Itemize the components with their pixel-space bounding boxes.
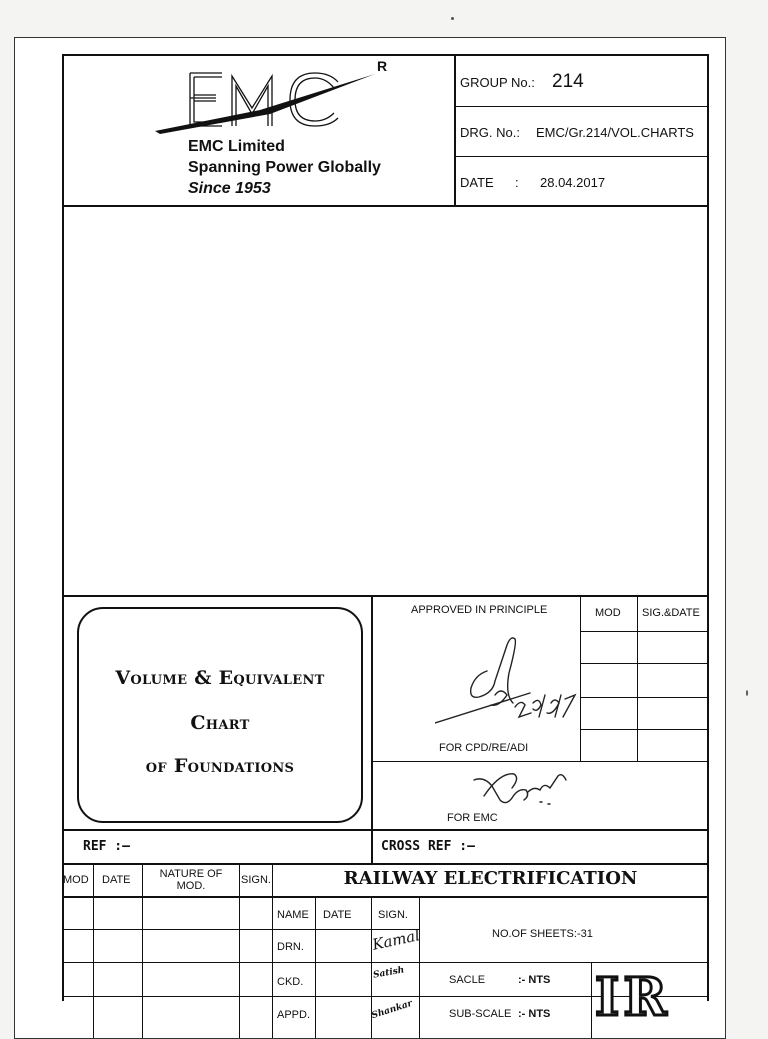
scale-value: :- NTS [518,974,551,986]
for-cpd-label: FOR CPD/RE/ADI [439,742,529,754]
title-line-2: Chart [190,712,250,734]
project-name: RAILWAY ELECTRIFICATION [343,868,638,889]
ref-bottom-line [62,863,708,865]
company-name: EMC Limited [188,138,285,155]
ckd-signature: Satish [372,965,406,981]
frame-right-line [707,54,709,1001]
company-tagline: Spanning Power Globally [188,159,381,176]
sign-col-header: SIGN. [241,874,271,886]
for-emc-top-line [371,761,708,762]
logo-swoosh [155,74,375,134]
company-since: Since 1953 [188,180,271,197]
cross-ref-divider [371,829,373,863]
title-divider [371,595,373,863]
ref-top-line [62,829,708,831]
date-separator: : [515,175,519,190]
group-row-line [454,106,708,107]
signoff-line [315,896,316,1038]
drg-label: DRG. No.: [460,125,520,140]
title-block-top-line [62,595,708,597]
sheets-count: NO.OF SHEETS:-31 [492,928,593,940]
for-emc-label: FOR EMC [447,812,498,824]
mod-table-line [239,863,240,1038]
subscale-value: :- NTS [518,1008,551,1020]
approved-in-principle-label: APPROVED IN PRINCIPLE [411,604,548,616]
ckd-label: CKD. [277,976,304,988]
drn-label: DRN. [277,941,304,953]
group-label: GROUP No.: [460,75,535,90]
sign-header: SIGN. [378,909,408,921]
mod-grid-line [580,631,708,632]
scale-label: SACLE [449,974,486,986]
emc-signature [470,766,580,811]
drn-signature: Kamal [370,926,422,954]
mod-table-row-line [62,996,273,997]
mod-grid-line [580,697,708,698]
sig-column-line [637,595,638,761]
mod-table-row-line [62,929,273,930]
date-value: 28.04.2017 [540,175,606,190]
mod-col-header: MOD [63,874,89,886]
header-bottom-line [62,205,708,207]
appd-label: APPD. [277,1009,311,1021]
date-label: DATE [460,175,494,190]
mod-table-line [272,863,273,1038]
name-header: NAME [277,909,309,921]
date-col-header: DATE [102,874,131,886]
signoff-line [419,896,420,1038]
drawing-sheet [14,37,726,1039]
mod-table-line [142,863,143,1038]
registered-mark: R [377,58,388,74]
title-line-1: Volume & Equivalent [115,667,325,689]
signoff-row-line [273,962,708,963]
ref-label: REF :– [83,839,130,854]
drg-value: EMC/Gr.214/VOL.CHARTS [536,125,694,140]
mod-table-row-line [62,962,273,963]
appd-signature: Shankar [370,998,414,1022]
mod-header: MOD [595,607,621,619]
mod-grid-line [580,663,708,664]
mod-table-line [93,863,94,1038]
ir-logo-border [591,962,592,1038]
mod-header-bottom-line [62,896,708,898]
drg-row-line [454,156,708,157]
header-divider [454,54,456,206]
scan-speck [451,17,454,20]
scan-speck [746,690,748,696]
frame-left-line [62,54,64,1001]
date-header: DATE [323,909,352,921]
cross-ref-label: CROSS REF :– [381,839,475,854]
emc-logo [150,68,380,143]
nature-of-mod-header: NATURE OF MOD. [159,868,223,892]
title-line-3: of Foundations [145,755,295,777]
drawing-title-box [77,607,363,823]
cpd-signature [435,633,585,728]
frame-top-line [62,54,708,56]
ir-logo: IR [595,967,671,1028]
group-value: 214 [552,71,584,92]
subscale-label: SUB-SCALE [449,1008,512,1020]
mod-grid-line [580,729,708,730]
sig-date-header: SIG.&DATE [642,607,700,619]
